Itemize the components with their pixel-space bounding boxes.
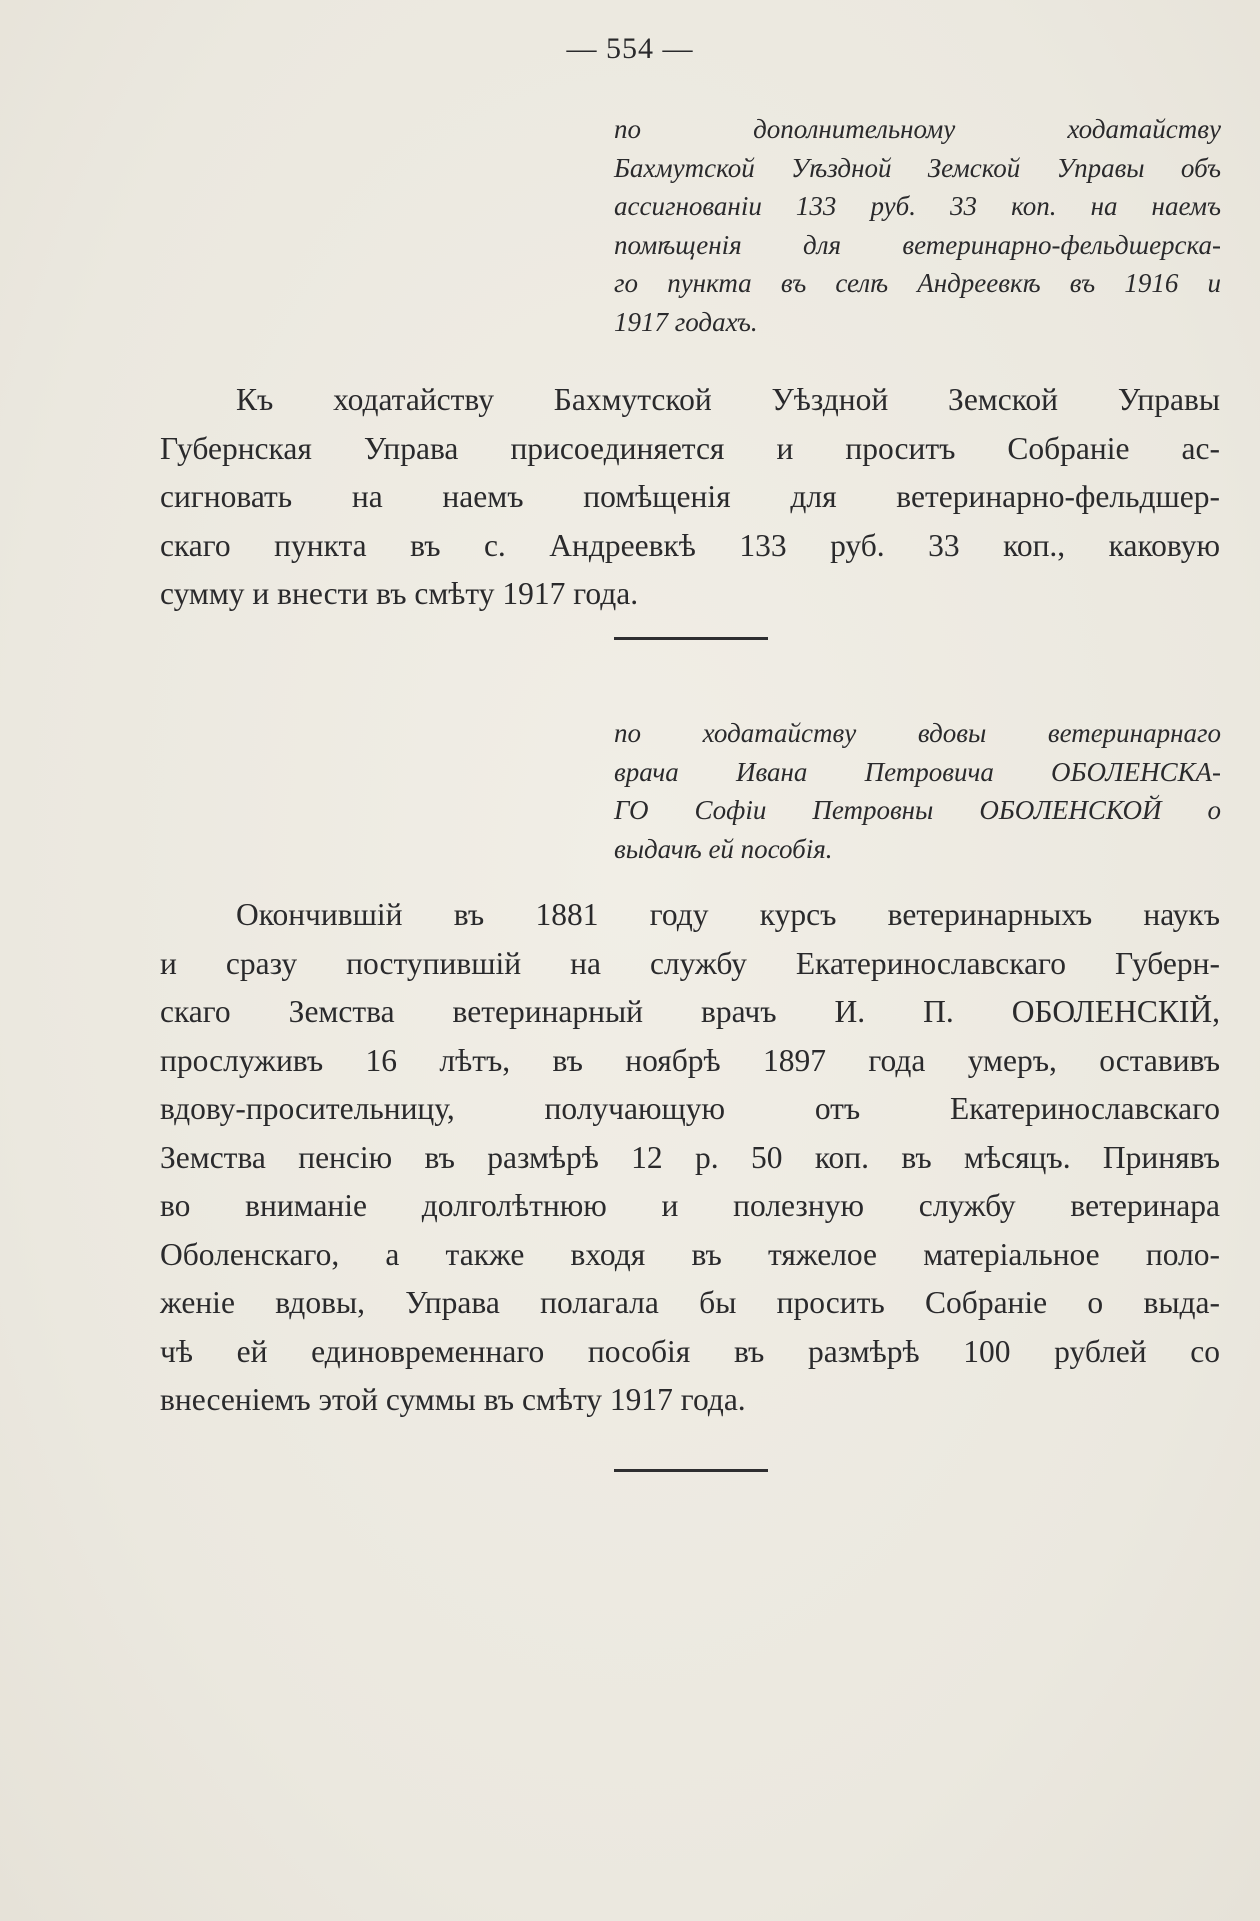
marginal-line: по ходатайству вдовы ветеринарнаго <box>614 718 1221 748</box>
marginal-line: врача Ивана Петровича ОБОЛЕНСКА- <box>614 756 1221 787</box>
marginal-heading-2 <box>614 714 1221 868</box>
body-line: вдову-просительницу, получающую отъ Екатеринославскаго <box>160 1091 1220 1126</box>
marginal-line: помѣщенія для ветеринарно-фельдшерска- <box>614 229 1221 260</box>
body-line: женіе вдовы, Управа полагала бы просить Собраніе о выда- <box>160 1285 1220 1320</box>
body-line: Губернская Управа присоединяется и проситъ Собраніе ас- <box>160 430 1220 466</box>
page-number: — 554 — <box>566 32 694 65</box>
body-line: Окончившій въ 1881 году курсъ ветеринарныхъ наукъ <box>236 897 1220 932</box>
marginal-line: по дополнительному ходатайству <box>614 114 1221 144</box>
body-line: скаго Земства ветеринарный врачъ И. П. ОБОЛЕНСКІЙ, <box>160 994 1220 1029</box>
body-line: чѣ ей единовременнаго пособія въ размѣрѣ 100 рублей со <box>160 1333 1220 1369</box>
body-line: сигновать на наемъ помѣщенія для ветеринарно-фельдшер- <box>160 479 1220 514</box>
body-line: скаго пункта въ с. Андреевкѣ 133 руб. 33 коп., каковую <box>160 527 1220 563</box>
section-divider <box>614 637 768 640</box>
body-paragraph-2 <box>160 891 1220 1425</box>
marginal-line: Бахмутской Уѣздной Земской Управы объ <box>614 152 1221 183</box>
section-divider <box>614 1469 768 1472</box>
body-paragraph-1 <box>160 376 1220 619</box>
body-line: Оболенскаго, а также входя въ тяжелое матеріальное поло- <box>160 1236 1220 1272</box>
marginal-line: выдачѣ ей пособія. <box>614 833 833 864</box>
body-line: Земства пенсію въ размѣрѣ 12 р. 50 коп. въ мѣсяцъ. Принявъ <box>160 1139 1220 1175</box>
marginal-heading-1 <box>614 110 1221 341</box>
marginal-line: 1917 годахъ. <box>614 306 758 337</box>
body-line: сумму и внести въ смѣту 1917 года. <box>160 576 639 611</box>
body-line: прослуживъ 16 лѣтъ, въ ноябрѣ 1897 года умеръ, оставивъ <box>160 1042 1220 1078</box>
body-line: во вниманіе долголѣтнюю и полезную службу ветеринара <box>160 1188 1220 1223</box>
marginal-line: ГО Софіи Петровны ОБОЛЕНСКОЙ о <box>614 795 1221 825</box>
body-line: внесеніемъ этой суммы въ смѣту 1917 года. <box>160 1382 746 1417</box>
marginal-line: го пункта въ селѣ Андреевкѣ въ 1916 и <box>614 268 1221 298</box>
marginal-line: ассигнованіи 133 руб. 33 коп. на наемъ <box>614 191 1221 221</box>
body-line: и сразу поступившій на службу Екатеринославскаго Губерн- <box>160 945 1220 981</box>
body-line: Къ ходатайству Бахмутской Уѣздной Земской Управы <box>236 382 1220 417</box>
